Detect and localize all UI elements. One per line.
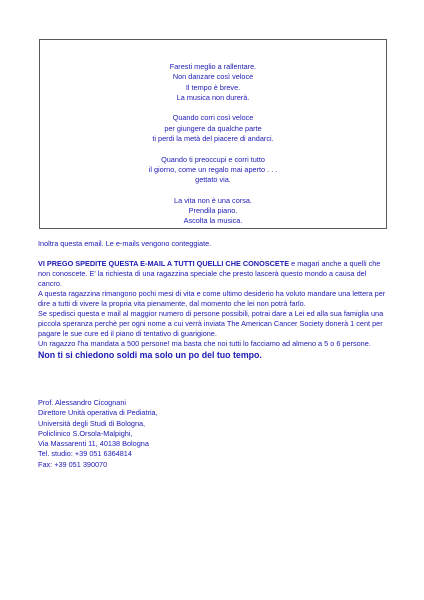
closing-statement: Non ti si chiedono soldi ma solo un po del tuo tempo. [38,350,262,360]
appeal-text: e magari anche a quelli che non conoscete. E' la richiesta di una ragazzina speciale che presto lascerà questo mondo a causa del cancro. [38,259,381,288]
poem-stanza-4 [40,196,386,227]
poem-line: ti perdi la metà del piacere di andarci. [152,134,274,144]
signature-hospital: Policlinico S.Orsola-Malpighi, [38,428,133,438]
poem-line: Prendila piano. [188,206,238,216]
message-body [38,239,388,361]
poem-line: La vita non è una corsa. [174,195,252,205]
poem-stanza-1 [40,62,386,103]
message-paragraph-3: Se spedisci questa e mail al maggior numero di persone possibili, potrai dare a Lei ed alla sua famiglia una piccola speranza perchè per ogni nome a cui verrà inviata The American Cancer Society donerà 1 cent per pagare le sue cure ed il piano di tentativo di guarigione. [38,309,384,338]
forward-note: Inoltra questa email. Le e-mails vengono conteggiate. [38,239,212,248]
poem-stanza-3 [40,155,386,186]
signature-name: Prof. Alessandro Cicognani [38,398,127,407]
poem-stanza-2 [40,113,386,144]
poem-line: Quando corri così veloce [172,113,254,123]
poem-line: Il tempo è breve. [185,82,241,92]
poem-line: Quando ti preoccupi e corri tutto [161,154,265,164]
signature-phone: Tel. studio: +39 051 6364814 [38,449,132,459]
poem-box [39,39,387,229]
message-paragraph-4: Un ragazzo l'ha mandata a 500 persone! ma basta che noi tutti lo facciamo ad almeno a 5 o 6 persone. [38,339,371,348]
poem-line: La musica non durerà. [176,92,250,102]
poem-line: Faresti meglio a rallentare. [169,62,257,71]
signature-university: Università degli Studi di Bologna, [38,418,146,428]
poem-line: gettato via. [195,175,231,185]
poem [40,62,386,227]
poem-line: per giungere da qualche parte [164,123,262,133]
appeal-heading: VI PREGO SPEDITE QUESTA E-MAIL A TUTTI QUELLI CHE CONOSCETE [38,259,290,268]
message-paragraph-2: A questa ragazzina rimangono pochi mesi di vita e come ultimo desiderio ha voluto mandare una lettera per dire a tutti di vivere la propria vita pienamente, dal momento che lei non potrà farlo. [38,289,386,308]
poem-line: Ascolta la musica. [183,216,243,226]
signature-fax: Fax: +39 051 390070 [38,459,108,469]
poem-line: il giorno, come un regalo mai aperto . . . [148,164,278,174]
message-paragraph-1 [38,259,388,289]
signature-block [38,398,158,470]
signature-address: Via Massarenti 11, 40138 Bologna [38,439,149,449]
signature-title: Direttore Unità operativa di Pediatria, [38,408,158,418]
poem-line: Non danzare così veloce [172,72,254,82]
